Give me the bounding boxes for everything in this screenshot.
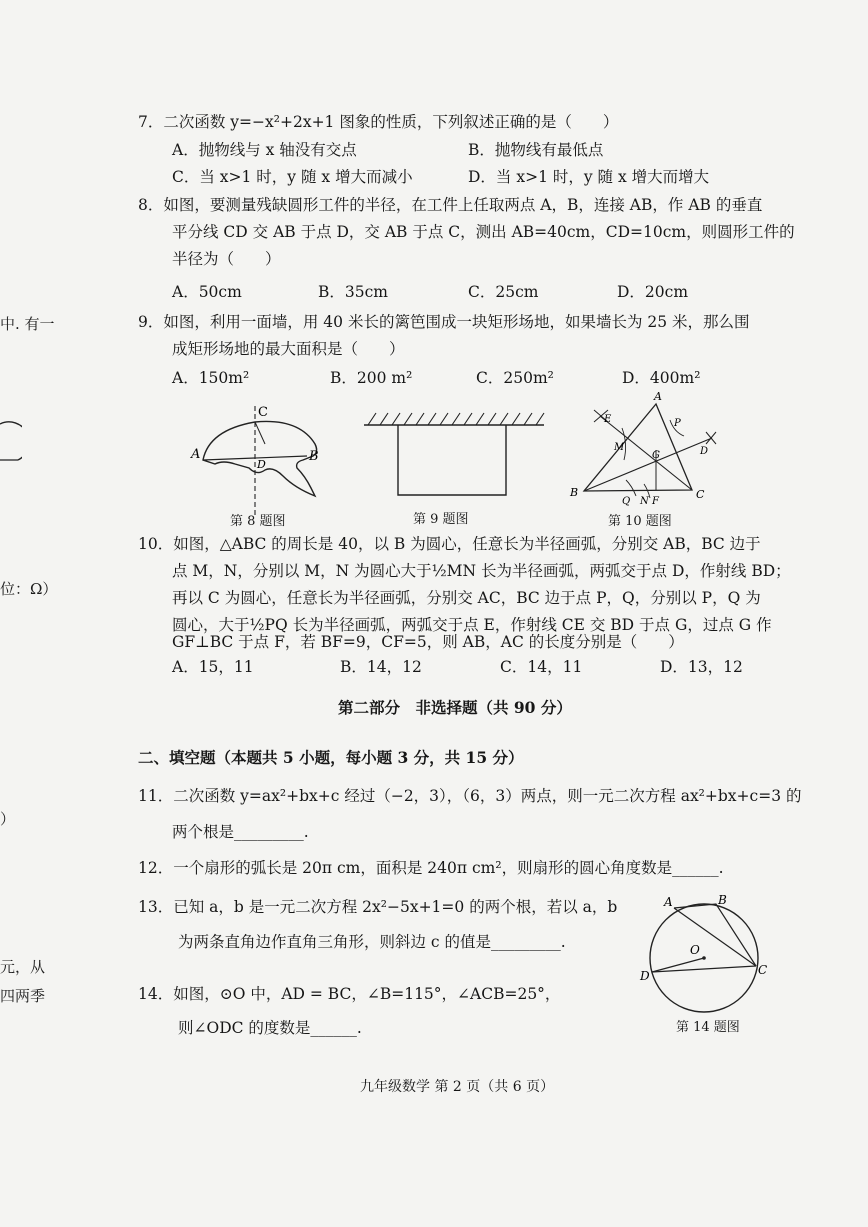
fig10-label-q: Q	[622, 496, 631, 507]
q7-option-c: C．当 x>1 时，y 随 x 增大而减小	[172, 168, 413, 186]
fig8-label-b: B	[309, 449, 319, 464]
q13-line-2: 为两条直角边作直角三角形，则斜边 c 的值是_________.	[178, 933, 566, 951]
q9-option-b: B．200 m²	[330, 369, 413, 387]
margin-fragment-5: 四两季	[0, 987, 46, 1005]
q7-option-a: A．抛物线与 x 轴没有交点	[172, 141, 357, 159]
q8-line-2: 平分线 CD 交 AB 于点 D，交 AB 于点 C，测出 AB=40cm，CD=10cm，则圆形工件的	[172, 223, 795, 241]
q12-line: 12．一个扇形的弧长是 20π cm，面积是 240π cm²，则扇形的圆心角度数是______.	[138, 859, 724, 877]
fig10-label-b: B	[570, 486, 579, 499]
fig10-label-m: M	[614, 442, 625, 453]
q7-option-b: B．抛物线有最低点	[468, 141, 604, 159]
q10-line-4: 圆心，大于½PQ 长为半径画弧，两弧交于点 E，作射线 CE 交 BD 于点 G，过点 G 作	[172, 616, 772, 634]
figure-9-wall-rectangle	[360, 405, 550, 501]
figure-8-broken-circle	[185, 404, 325, 516]
q9-option-c: C．250m²	[476, 369, 554, 387]
fig10-label-n: N	[640, 496, 649, 507]
q9-option-d: D．400m²	[622, 369, 701, 387]
q10-line-3: 再以 C 为圆心，任意长为半径画弧，分别交 AC，BC 边于点 P，Q，分别以 P，Q 为	[172, 589, 761, 607]
margin-fragment-3: ）	[0, 810, 16, 828]
fig10-label-d: D	[700, 446, 709, 457]
fig14-label-c: C	[758, 963, 768, 977]
q10-option-c: C．14，11	[500, 658, 583, 676]
figure-14-caption: 第 14 题图	[676, 1020, 740, 1035]
q13-line-1: 13．已知 a，b 是一元二次方程 2x²−5x+1=0 的两个根，若以 a，b	[138, 898, 618, 916]
q8-option-d: D．20cm	[617, 283, 689, 301]
margin-fragment-2: 位：Ω）	[0, 580, 58, 598]
fig10-label-g: G	[652, 450, 660, 461]
q10-line-2: 点 M，N，分别以 M，N 为圆心大于½MN 长为半径画弧，两弧交于点 D，作射线 BD；	[172, 562, 791, 580]
fig14-label-a: A	[664, 895, 673, 909]
fig14-label-o: O	[690, 943, 700, 957]
q9-line-1: 9．如图，利用一面墙，用 40 米长的篱笆围成一块矩形场地，如果墙长为 25 米，那么围	[138, 313, 750, 331]
q7-option-d: D．当 x>1 时，y 随 x 增大而增大	[468, 168, 710, 186]
part-2-title: 第二部分 非选择题（共 90 分）	[338, 698, 572, 717]
fig10-label-p: P	[674, 418, 681, 429]
q8-option-c: C．25cm	[468, 283, 539, 301]
figure-14-circle	[634, 890, 774, 1014]
q7-stem: 7．二次函数 y=−x²+2x+1 图象的性质，下列叙述正确的是（ ）	[138, 113, 619, 131]
q8-option-b: B．35cm	[318, 283, 388, 301]
fig10-label-a: A	[654, 390, 662, 403]
q10-line-1: 10．如图，△ABC 的周长是 40，以 B 为圆心，任意长为半径画弧，分别交 AB，BC 边于	[138, 535, 761, 553]
q8-option-a: A．50cm	[172, 283, 242, 301]
q11-line-2: 两个根是_________.	[172, 823, 309, 841]
figure-8-caption: 第 8 题图	[230, 514, 286, 529]
q9-option-a: A．150m²	[172, 369, 250, 387]
q14-line-1: 14．如图，⊙O 中，AD = BC，∠B=115°，∠ACB=25°，	[138, 985, 561, 1003]
figure-10-triangle	[562, 388, 742, 508]
q10-option-a: A．15，11	[172, 658, 254, 676]
q10-option-b: B．14，12	[340, 658, 422, 676]
section-2-title: 二、填空题（本题共 5 小题，每小题 3 分，共 15 分）	[138, 748, 524, 767]
fig8-label-a: A	[191, 447, 201, 462]
margin-fragment-4: 元，从	[0, 958, 46, 976]
fig14-label-b: B	[718, 893, 727, 907]
fig8-label-c: C	[258, 405, 268, 420]
page-footer: 九年级数学 第 2 页（共 6 页）	[360, 1079, 555, 1095]
fig10-label-f: F	[652, 496, 659, 507]
margin-arc-shape	[0, 418, 22, 468]
q11-line-1: 11．二次函数 y=ax²+bx+c 经过（−2，3），（6，3）两点，则一元二次方程 ax²+bx+c=3 的	[138, 787, 802, 805]
fig10-label-c: C	[696, 488, 705, 501]
figure-10-caption: 第 10 题图	[608, 514, 672, 529]
q8-line-1: 8．如图，要测量残缺圆形工件的半径，在工件上任取两点 A，B，连接 AB，作 AB 的垂直	[138, 196, 763, 214]
fig10-label-e: E	[604, 414, 612, 425]
margin-fragment-1: 中. 有一	[0, 315, 55, 333]
figure-9-caption: 第 9 题图	[413, 512, 469, 527]
fig8-label-d: D	[257, 458, 266, 471]
q9-line-2: 成矩形场地的最大面积是（ ）	[172, 340, 405, 358]
q10-line-5-visible: GF⊥BC 于点 F，若 BF=9，CF=5，则 AB，AC 的长度分别是（ ）	[172, 633, 684, 651]
q14-line-2: 则∠ODC 的度数是______.	[178, 1019, 362, 1037]
q8-line-3: 半径为（ ）	[172, 250, 281, 268]
fig14-label-d: D	[640, 969, 650, 983]
q10-option-d: D．13，12	[660, 658, 743, 676]
